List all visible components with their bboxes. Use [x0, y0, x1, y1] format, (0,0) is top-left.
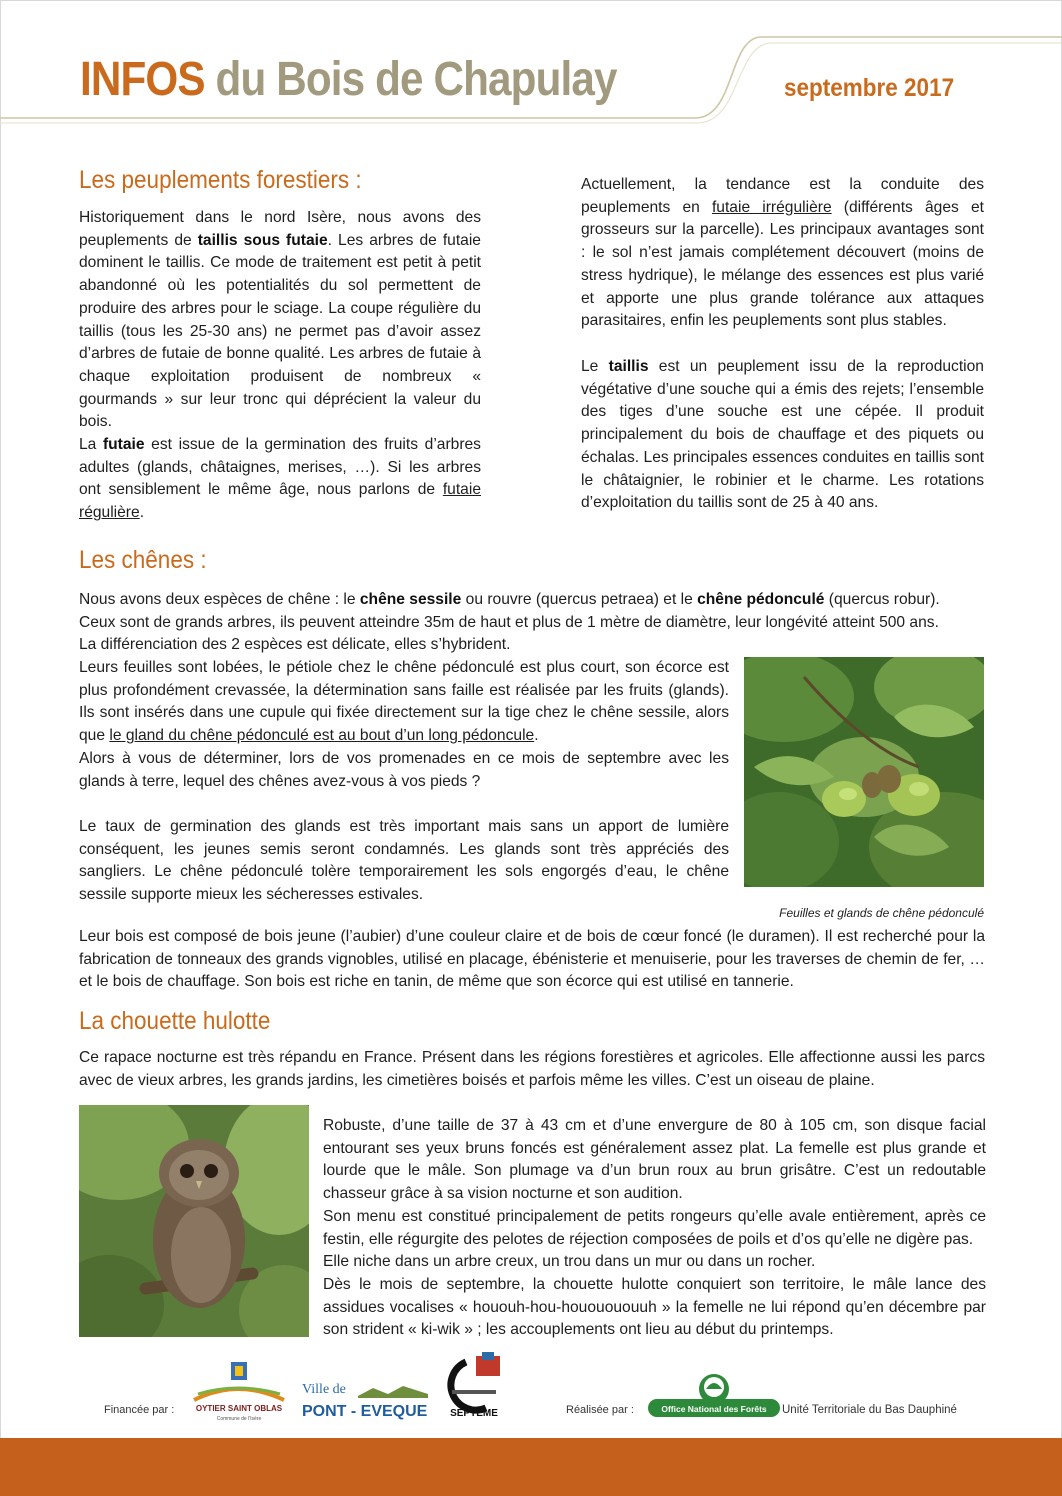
section-title-chenes: Les chênes : — [79, 546, 207, 574]
paragraph-deux-especes: Nous avons deux espèces de chêne : le chêne sessile ou rouvre (quercus petraea) et le chêne pédonculé (quercus robur). Ceux sont de grands arbres, ils peuvent atteindre 35m de haut et plus de 1 mètre de diamètre, leur longévité atteint 500 ans. La différenciation des 2 espèces est délicate, elles s’hybrident. — [79, 591, 940, 654]
bold-taillis-sous-futaie: taillis sous futaie — [197, 231, 328, 249]
tawny-owl-photo — [79, 1105, 309, 1337]
pont-eveque-logo — [298, 1378, 432, 1422]
underline-futaie-irreguliere: futaie irrégulière — [711, 198, 832, 216]
paragraph-futaie-irreguliere: Actuellement, la tendance est la conduite des peuplements en futaie irrégulière (différents âges et grosseurs sur la parcelle). Les principaux avantages sont : le sol n’est jamais complétement découvert (moins de stress hydrique), le mélange des essences est plus varié et apporte une plus grande tolérance aux attaques parasitaires, enfin les peuplements sont plus stables. — [581, 176, 984, 330]
section-title-chouette: La chouette hulotte — [79, 1007, 271, 1035]
paragraph-taillis: Le taillis est un peuplement issu de la reproduction végétative d’une souche qui a émis des rejets; l’ensemble des tiges d’une souche est une cépée. Il produit principalement du bois de chauffage et des piquets ou échalas. Les principales essences conduites en taillis sont le châtaignier, le robinier et le charme. Les rotations d’exploitation du taillis sont de 25 à 40 ans. — [581, 358, 984, 512]
funded-by-label: Financée par : — [104, 1404, 175, 1416]
paragraph-bois: Leur bois est composé de bois jeune (l’aubier) d’une couleur claire et de bois de cœur foncé (le duramen). Il est recherché pour la fabrication de tonneaux des grands vignobles, utilisé en placage, ébénisterie et menuiserie, pour les traverses de chemin de fer, … et le bois de chauffage. Son bois est riche en tanin, de même que son écorce qui est utilisé en tannerie. — [79, 928, 985, 991]
onf-logo — [648, 1373, 780, 1419]
pont-eveque-logo-top: Ville de — [302, 1382, 346, 1397]
footer-bar — [0, 1438, 1062, 1496]
oytier-logo-subtext: Commune de l'Isère — [216, 1416, 262, 1422]
underline-gland-pedoncule: le gland du chêne pédonculé est au bout d’un long pédoncule — [109, 727, 535, 745]
bold-chene-pedoncule: chêne pédonculé — [697, 591, 825, 608]
bold-futaie: futaie — [102, 436, 145, 453]
title-rest: du Bois de Chapulay — [204, 53, 617, 106]
title-infos: INFOS — [80, 53, 205, 106]
bold-chene-sessile: chêne sessile — [359, 591, 462, 608]
bold-taillis: taillis — [608, 358, 649, 375]
oytier-logo-text: OYTIER SAINT OBLAS — [195, 1404, 283, 1413]
paragraph-rapace: Ce rapace nocturne est très répandu en France. Présent dans les régions forestières et agricoles. Elle affectionne aussi les parcs avec de vieux arbres, les grands jardins, les cimetières boisés et parfois même les villes. C’est un oiseau de plaine. — [79, 1049, 985, 1089]
paragraph-futaie: La futaie est issue de la germination des fruits d’arbres adultes (glands, châtaignes, merises, …). Si les arbres ont sensiblement le même âge, nous parlons de futaie régulière. — [79, 436, 481, 522]
septeme-logo-text: SEPTEME — [450, 1408, 498, 1419]
paragraph-taillis-sous-futaie: Historiquement dans le nord Isère, nous avons des peuplements de taillis sous futaie. Les arbres de futaie dominent le taillis. Ce mode de traitement est petit à petit abandonné où les potentialités du sol permettent de produire des arbres pour le sciage. La coupe régulière du taillis (tous les 25-30 ans) ne permet pas d’avoir assez d’arbres de futaie de bonne qualité. Les arbres de futaie à chaque exploitation produisent de nombreux « gourmands » sur leur tronc qui déprécient la valeur du bois. — [79, 209, 481, 431]
section-title-peuplements: Les peuplements forestiers : — [79, 166, 362, 194]
paragraph-feuilles-glands: Leurs feuilles sont lobées, le pétiole chez le chêne pédonculé est plus court, son écorce est plus profondément crevassée, la détermination sans faille est réalisée par les fruits (glands). Ils sont insérés dans une cupule qui fixée directement sur la tige chez le chêne sessile, alors que le gland du chêne pédonculé est au bout d’un long pédoncule. Alors à vous de déterminer, lors de vos promenades en ce mois de septembre avec les glands à terre, lequel des chênes avez-vous à vos pieds ? — [79, 659, 729, 790]
oytier-saint-oblas-logo — [188, 1360, 290, 1422]
septeme-logo — [436, 1350, 512, 1422]
onf-logo-text: Office National des Forêts — [661, 1404, 767, 1414]
issue-date: septembre 2017 — [784, 74, 955, 102]
paragraph-germination: Le taux de germination des glands est très important mais sans un apport de lumière conséquent, les jeunes semis seront condamnés. Les glands sont très appréciés des sangliers. Le chêne pédonculé tolère temporairement les sols engorgés d’eau, le chêne sessile supporte mieux les sécheresses estivales. — [79, 818, 729, 904]
acorn-photo-caption: Feuilles et glands de chêne pédonculé — [779, 906, 984, 920]
unit-label: Unité Territoriale du Bas Dauphiné — [782, 1404, 957, 1416]
made-by-label: Réalisée par : — [566, 1404, 634, 1416]
newsletter-title — [80, 52, 617, 107]
paragraph-owl-description: Robuste, d’une taille de 37 à 43 cm et d’une envergure de 80 à 105 cm, son disque facial entourant ses yeux bruns foncés est généralement assez plat. La femelle est plus grande et lourde que le mâle. Son plumage va d’un brun roux au brun grisâtre. C’est un redoutable chasseur grâce à sa vision nocturne et son audition. Son menu est constitué principalement de petits rongeurs qu’elle avale entièrement, après ce festin, elle régurgite des pelotes de réjection composées de poils et d’os qu’elle ne digère pas. Elle niche dans un arbre creux, un trou dans un mur ou dans un rocher. Dès le mois de septembre, la chouette hulotte conquiert son territoire, le mâle lance des assidues vocalises « hououh-hou-hououououuh » la femelle ne lui répond qu’en décembre par son strident « ki-wik » ; les accouplements ont lieu au début du printemps. — [323, 1117, 986, 1339]
underline-futaie-reguliere: futaie régulière — [79, 481, 481, 522]
pont-eveque-logo-bottom: PONT - EVEQUE — [302, 1403, 428, 1420]
acorn-oak-leaves-photo — [744, 657, 984, 887]
